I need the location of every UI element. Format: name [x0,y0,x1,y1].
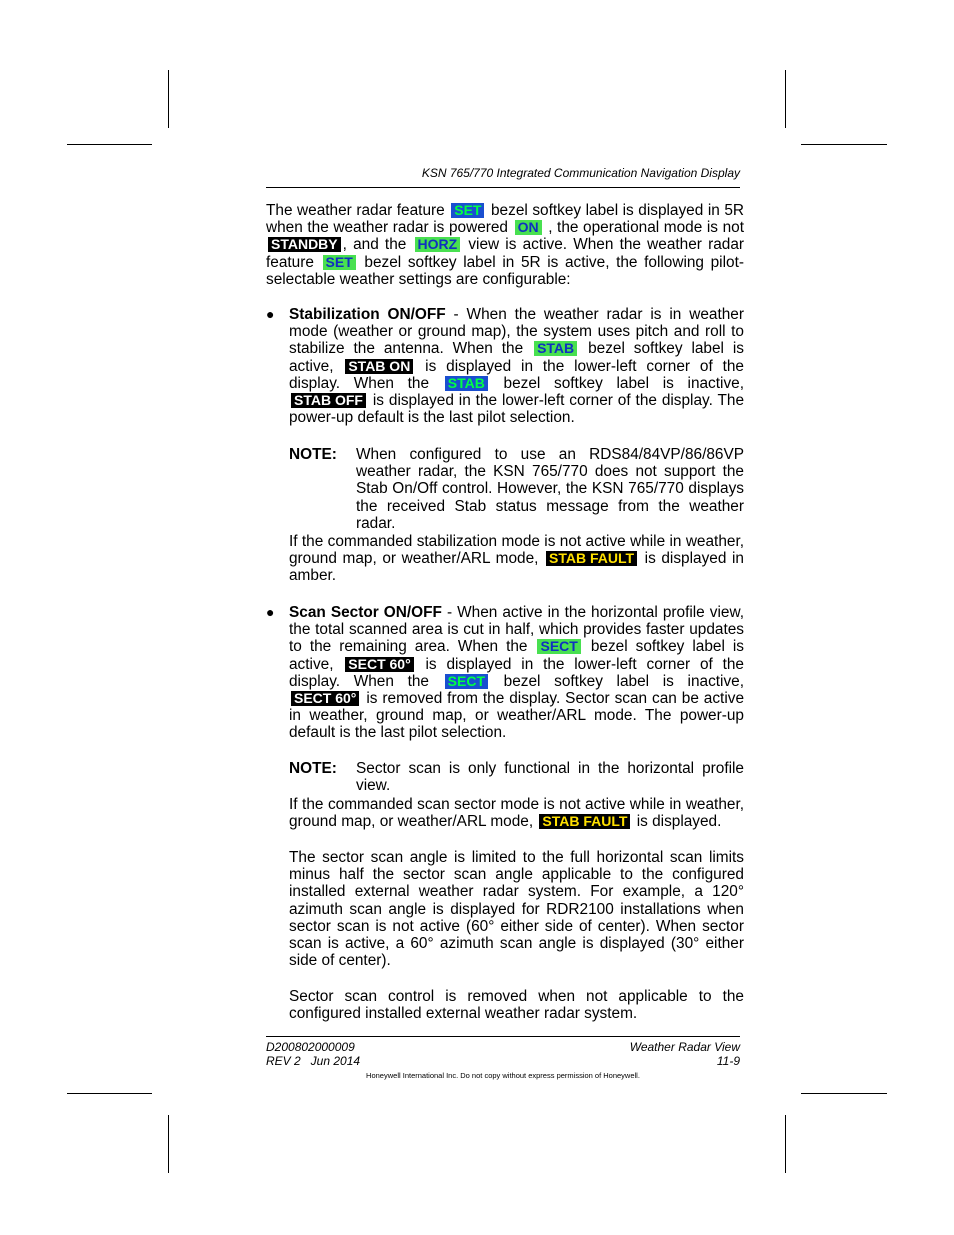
stabilization-heading: Stabilization ON/OFF [289,306,446,323]
page-number: 11-9 [716,1054,740,1068]
sector-angle-paragraph: The sector scan angle is limited to the full horizontal scan limits minus half the sector scan angle applicable to the configured installed external weather radar system. For example, a 120° azimuth scan angle is displayed for RDR2100 installations when sector scan is not active (60° either side of center). When sector scan is active, a 60° azimuth scan angle is displayed (30° either side of center). [289,849,744,970]
section-title: Weather Radar View [629,1040,740,1054]
annunciation-stab-off: STAB OFF [291,393,366,408]
note-text: Sector scan is only functional in the horizontal profile view. [356,760,744,795]
doc-number: D200802000009 [266,1040,355,1054]
bullet-icon: ● [266,306,275,322]
annunciation-sect-60: SECT 60° [291,691,359,706]
annunciation-sect-60: SECT 60° [345,657,413,672]
stab-fault-paragraph: If the commanded stabilization mode is not active while in weather, ground map, or weather/ARL mode, STAB FAULT is displayed in amber. [289,533,744,585]
stabilization-paragraph: Stabilization ON/OFF - When the weather radar is in weather mode (weather or ground map), the system uses pitch and roll to stabilize the antenna. When the STAB bezel softkey label is active, STAB ON is displayed in the lower-left corner of the display. When the STAB bezel softkey label is inactive, STAB OFF is displayed in the lower-left corner of the display. The power-up default is the last pilot selection. [289,306,745,427]
intro-paragraph: The weather radar feature SET bezel softkey label is displayed in 5R when the weather radar is powered ON , the operational mode is not STANDBY , and the HORZ view is active. When the weather radar feature SET bezel softkey label in 5R is active, the following pilot-selectable weather settings are configurable: [266,202,745,288]
annunciation-stab-fault: STAB FAULT [546,551,637,566]
crop-mark [67,1093,152,1094]
softkey-stab: STAB [534,341,577,356]
sect-fault-paragraph: If the commanded scan sector mode is not active while in weather, ground map, or weather/ARL mode, STAB FAULT is displayed. [289,796,744,831]
crop-mark [168,1115,169,1173]
note-label: NOTE: [289,446,337,463]
copyright-notice: Honeywell International Inc. Do not copy without express permission of Honeywell. [366,1071,640,1080]
mode-standby: STANDBY [268,237,341,252]
crop-mark [801,144,887,145]
crop-mark [168,70,169,128]
sector-removed-paragraph: Sector scan control is removed when not applicable to the configured installed external weather radar system. [289,988,744,1023]
softkey-horz: HORZ [415,237,461,252]
note-label: NOTE: [289,760,337,777]
bullet-icon: ● [266,604,275,620]
softkey-stab: STAB [445,376,488,391]
scan-sector-paragraph: Scan Sector ON/OFF - When active in the horizontal profile view, the total scanned area is cut in half, which provides faster updates to the remaining area. When the SECT bezel softkey label is active, SECT 60° is displayed in the lower-left corner of the display. When the SECT bezel softkey label is inactive, SECT 60° is removed from the display. Sector scan can be active in weather, ground map, or weather/ARL mode. The power-up default is the last pilot selection. [289,604,745,742]
softkey-sect: SECT [445,674,488,689]
header-rule [266,187,740,188]
scan-sector-heading: Scan Sector ON/OFF [289,604,442,621]
annunciation-stab-on: STAB ON [345,359,413,374]
annunciation-stab-fault: STAB FAULT [539,814,630,829]
softkey-sect: SECT [537,639,580,654]
header-title: KSN 765/770 Integrated Communication Navigation Display [421,166,740,180]
crop-mark [67,144,152,145]
crop-mark [785,1115,786,1173]
softkey-set: SET [451,203,484,218]
crop-mark [785,70,786,128]
softkey-set: SET [323,255,356,270]
footer-rule [266,1036,740,1037]
softkey-on: ON [515,220,542,235]
revision: REV 2 Jun 2014 [266,1054,361,1068]
crop-mark [801,1093,887,1094]
note-text: When configured to use an RDS84/84VP/86/86VP weather radar, the KSN 765/770 does not support the Stab On/Off control. However, the KSN 765/770 displays the received Stab status message from the weather radar. [356,446,744,532]
